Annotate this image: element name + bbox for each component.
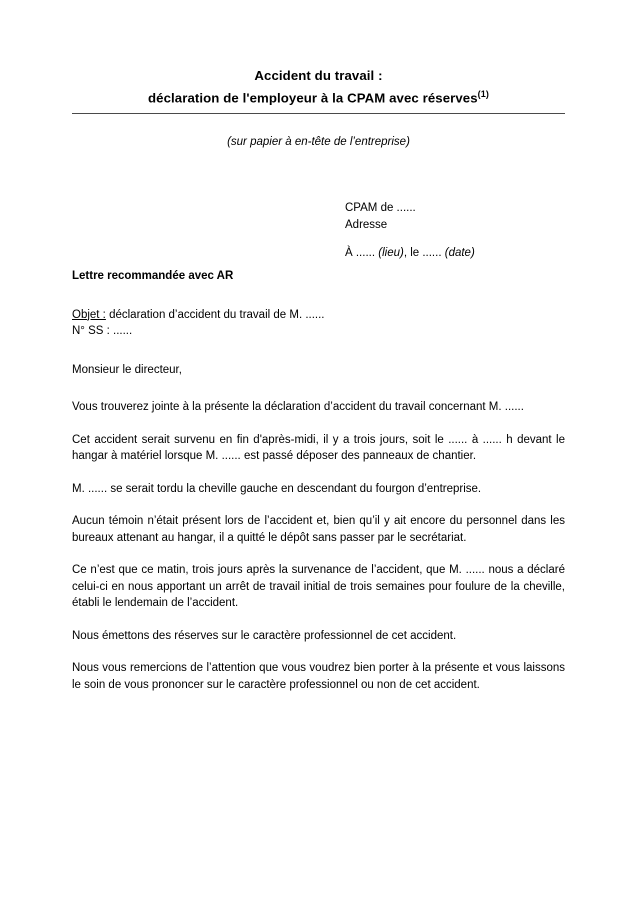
recipient-block xyxy=(345,200,416,234)
body-paragraph: M. ...... se serait tordu la cheville gauche en descendant du fourgon d’entreprise. xyxy=(72,482,482,495)
title-line-1: Accident du travail : xyxy=(254,68,383,83)
body-paragraph: Aucun témoin n’était présent lors de l’accident et, bien qu’il y ait encore du personnel dans les bureaux attenant au hangar, il a quitté le dépôt sans passer par le secrétariat. xyxy=(72,515,565,544)
place-label: (lieu) xyxy=(378,247,404,259)
document-title xyxy=(72,66,565,107)
place-date-separator: , le ...... xyxy=(403,247,442,259)
body-paragraph: Ce n’est que ce matin, trois jours après la survenance de l’accident, que M. ...... nous a déclaré celui-ci en nous apportant un arrêt de travail initial de trois semaines pour foulure de la cheville, établi le lendemain de l’accident. xyxy=(72,564,565,609)
body-paragraph: Vous trouverez jointe à la présente la déclaration d’accident du travail concernant M. ...... xyxy=(72,401,524,413)
registered-mail-mention: Lettre recommandée avec AR xyxy=(72,270,234,282)
subject-line xyxy=(72,307,565,324)
recipient-organisation: CPAM de ...... xyxy=(345,202,416,214)
place-date-line xyxy=(345,245,475,262)
body-paragraph: Nous vous remercions de l’attention que vous voudrez bien porter à la présente et vous laissons le soin de vous prononcer sur le caractère professionnel ou non de cet accident. xyxy=(72,662,565,691)
subject-text: déclaration d’accident du travail de M. ...... xyxy=(105,308,325,321)
place-date-prefix: À ...... xyxy=(345,247,376,259)
social-security-line: N° SS : ...... xyxy=(72,325,133,337)
title-line-2 xyxy=(72,85,565,107)
salutation: Monsieur le directeur, xyxy=(72,363,182,376)
title-divider xyxy=(72,113,565,114)
title-line-2-text: déclaration de l'employeur à la CPAM avec réserves xyxy=(148,90,478,106)
title-footnote-marker: (1) xyxy=(477,89,489,99)
letter-body xyxy=(72,268,565,693)
subject-block xyxy=(72,285,565,340)
body-paragraph: Nous émettons des réserves sur le caractère professionnel de cet accident. xyxy=(72,629,457,642)
subject-label: Objet : xyxy=(72,308,106,321)
body-paragraph: Cet accident serait survenu en fin d'après-midi, il y a trois jours, soit le ...... à ...... h devant le hangar à matériel lorsque M. ...... est passé déposer des panneaux de chantier. xyxy=(72,433,565,462)
letterhead-note: (sur papier à en-tête de l’entreprise) xyxy=(227,136,410,148)
date-label: (date) xyxy=(444,247,475,259)
recipient-address: Adresse xyxy=(345,219,388,231)
